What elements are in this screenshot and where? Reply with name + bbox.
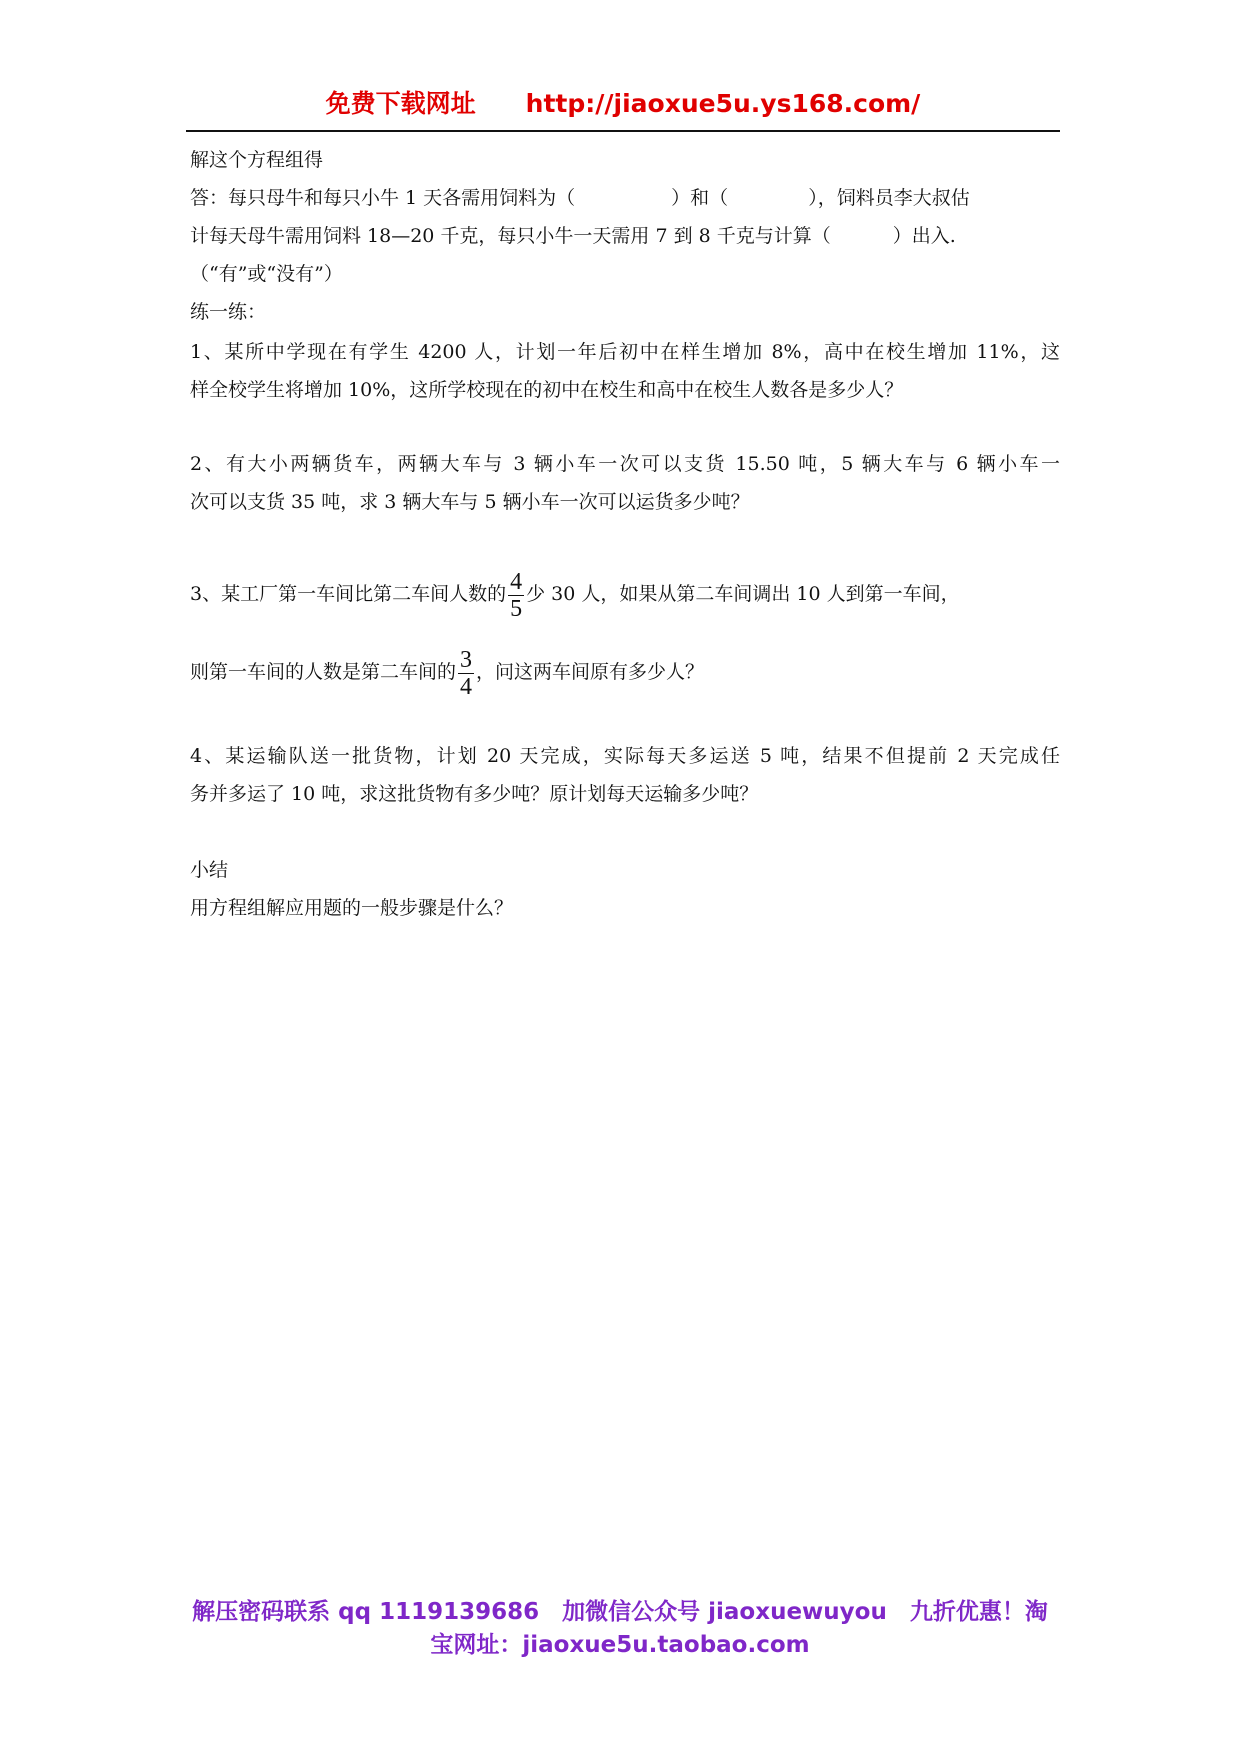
q3-line-1 — [190, 564, 960, 624]
fraction-numerator: 4 — [510, 568, 523, 595]
header-title: 免费下载网址 — [325, 89, 476, 118]
answer-text-1b: ）和（ — [671, 187, 729, 209]
q3-line-2 — [190, 642, 704, 702]
fraction-denominator: 4 — [460, 673, 473, 700]
footer-line-1: 解压密码联系 qq 1119139686 加微信公众号 jiaoxuewuyou 九折优惠！淘 — [192, 1599, 1048, 1625]
q4-line-1: 4、某运输队送一批货物，计划 20 天完成，实际每天多运送 5 吨，结果不但提前 2 天完成任 — [190, 745, 1060, 767]
q3-text-1a: 3、某工厂第一车间比第二车间人数的 — [190, 583, 507, 605]
footer-line-2[interactable]: 宝网址：jiaoxue5u.taobao.com — [430, 1632, 810, 1658]
summary-question: 用方程组解应用题的一般步骤是什么？ — [190, 897, 514, 919]
answer-text-1a: 答：每只母牛和每只小牛 1 天各需用饲料为（ — [190, 187, 576, 209]
page-header — [186, 86, 1060, 132]
practice-title: 练一练： — [190, 301, 267, 323]
fraction-four-fifths — [508, 569, 524, 622]
fraction-denominator: 5 — [510, 595, 523, 622]
answer-text-1c: ），饲料员李大叔估 — [808, 187, 970, 209]
page-footer — [150, 1596, 1090, 1662]
q1-line-2: 样全校学生将增加 10%，这所学校现在的初中在校生和高中在校生人数各是多少人？ — [190, 379, 904, 401]
q2-line-1: 2、有大小两辆货车，两辆大车与 3 辆小车一次可以支货 15.50 吨，5 辆大车与 6 辆小车一 — [190, 453, 1060, 475]
q3-text-1b: 少 30 人，如果从第二车间调出 10 人到第一车间， — [526, 583, 960, 605]
answer-line-2 — [190, 222, 956, 250]
q1-line-1: 1、某所中学现在有学生 4200 人，计划一年后初中在样生增加 8%，高中在校生增加 11%，这 — [190, 341, 1060, 363]
answer-line-1 — [190, 184, 970, 212]
q2-line-2: 次可以支货 35 吨，求 3 辆大车与 5 辆小车一次可以运货多少吨？ — [190, 491, 750, 513]
q3-text-2b: ，问这两车间原有多少人？ — [476, 661, 705, 683]
fraction-three-fourths — [458, 647, 474, 700]
answer-line-3: （“有”或“没有”） — [190, 263, 343, 285]
answer-text-2a: 计每天母牛需用饲料 18—20 千克，每只小牛一天需用 7 到 8 千克与计算（ — [190, 225, 831, 247]
solve-line: 解这个方程组得 — [190, 149, 324, 171]
fraction-numerator: 3 — [460, 646, 473, 673]
header-url-link[interactable]: http://jiaoxue5u.ys168.com/ — [525, 89, 921, 118]
q3-text-2a: 则第一车间的人数是第二车间的 — [190, 661, 457, 683]
summary-title: 小结 — [190, 859, 229, 881]
q4-line-2: 务并多运了 10 吨，求这批货物有多少吨？原计划每天运输多少吨？ — [190, 783, 759, 805]
answer-text-2b: ）出入. — [892, 225, 956, 247]
